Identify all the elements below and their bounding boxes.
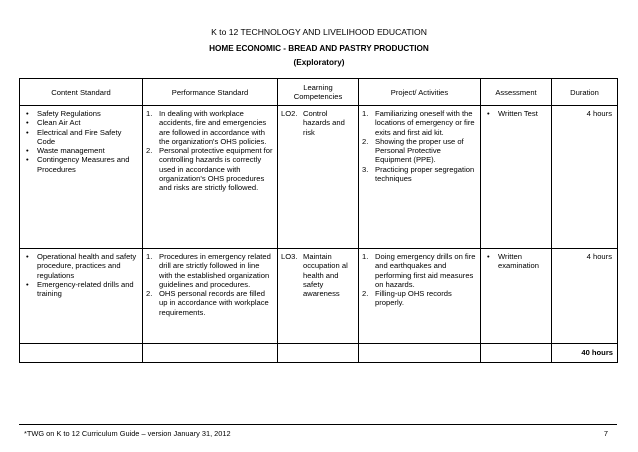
header-content-standard: Content Standard bbox=[20, 79, 143, 106]
list-item: • Safety Regulations bbox=[26, 109, 140, 118]
empty-cell bbox=[278, 344, 359, 363]
header-performance-standard: Performance Standard bbox=[143, 79, 278, 106]
content-standard-cell bbox=[20, 249, 143, 344]
list-item: 1. Procedures in emergency related drill are strictly followed in line with the established organization guidelines and procedures. bbox=[146, 252, 271, 289]
list-item: • Contingency Measures and Procedures bbox=[26, 155, 140, 174]
document-title: K to 12 TECHNOLOGY AND LIVELIHOOD EDUCATION bbox=[211, 27, 427, 37]
list-item: • Clean Air Act bbox=[26, 118, 140, 127]
project-activities-cell bbox=[359, 106, 481, 249]
footer-note: *TWG on K to 12 Curriculum Guide – version January 31, 2012 bbox=[24, 429, 231, 438]
empty-cell bbox=[359, 344, 481, 363]
list-item: 2. Filling-up OHS records properly. bbox=[362, 289, 452, 308]
duration-cell: 4 hours bbox=[552, 249, 618, 344]
list-item: 1. Doing emergency drills on fire and earthquakes and performing first aid measures on hazards. bbox=[362, 252, 476, 289]
learning-competency-cell bbox=[278, 106, 359, 249]
list-item: 1. In dealing with workplace accidents, fire and emergencies are followed in accordance with the organization's OHS policies. bbox=[146, 109, 267, 146]
total-row bbox=[20, 344, 618, 363]
header-project-activities: Project/ Activities bbox=[359, 79, 481, 106]
list-item: 2. Personal protective equipment for controlling hazards is correctly used in accordance with organization's OHS procedures and risks are strictly followed. bbox=[146, 146, 273, 193]
page-number: 7 bbox=[603, 429, 608, 438]
list-item: • Electrical and Fire Safety Code bbox=[26, 128, 140, 147]
list-item: 2. OHS personal records are filled up in accordance with workplace requirements. bbox=[146, 289, 269, 317]
lo-code: LO3. bbox=[281, 252, 298, 261]
empty-cell bbox=[143, 344, 278, 363]
empty-cell bbox=[481, 344, 552, 363]
list-item: • Operational health and safety procedure, practices and regulations bbox=[26, 252, 140, 280]
list-item: 2. Showing the proper use of Personal Protective Equipment (PPE). bbox=[362, 136, 464, 165]
header-duration: Duration bbox=[552, 79, 618, 106]
header-assessment: Assessment bbox=[481, 79, 552, 106]
learning-competency-cell bbox=[278, 249, 359, 344]
lo-code: LO2. bbox=[281, 109, 298, 118]
performance-standard-cell bbox=[143, 249, 278, 344]
list-item: 3. Practicing proper segregation techniques bbox=[362, 164, 475, 184]
list-item: • Written Test bbox=[487, 109, 549, 118]
assessment-cell bbox=[481, 249, 552, 344]
total-duration: 40 hours bbox=[552, 344, 618, 363]
list-item: 1. Familiarizing oneself with the locations of emergency or fire exits and first aid kit. bbox=[362, 109, 475, 137]
duration-cell: 4 hours bbox=[552, 106, 618, 249]
header-learning-competencies: Learning Competencies bbox=[278, 79, 359, 106]
performance-standard-cell bbox=[143, 106, 278, 249]
table-header-row bbox=[20, 79, 618, 106]
content-standard-cell bbox=[20, 106, 143, 249]
lo-text: Control hazards and risk bbox=[303, 109, 345, 137]
project-activities-cell bbox=[359, 249, 481, 344]
table-row bbox=[20, 106, 618, 249]
list-item: • Written examination bbox=[487, 252, 549, 271]
document-subtitle-note: (Exploratory) bbox=[293, 58, 345, 67]
table-row bbox=[20, 249, 618, 344]
curriculum-table bbox=[19, 78, 618, 363]
document-subtitle: HOME ECONOMIC - BREAD AND PASTRY PRODUCTION bbox=[209, 44, 429, 53]
lo-text: Maintain occupation al health and safety awareness bbox=[303, 252, 348, 299]
empty-cell bbox=[20, 344, 143, 363]
assessment-cell bbox=[481, 106, 552, 249]
list-item: • Waste management bbox=[26, 146, 140, 155]
list-item: • Emergency-related drills and training bbox=[26, 280, 140, 299]
footer-divider bbox=[19, 424, 617, 425]
